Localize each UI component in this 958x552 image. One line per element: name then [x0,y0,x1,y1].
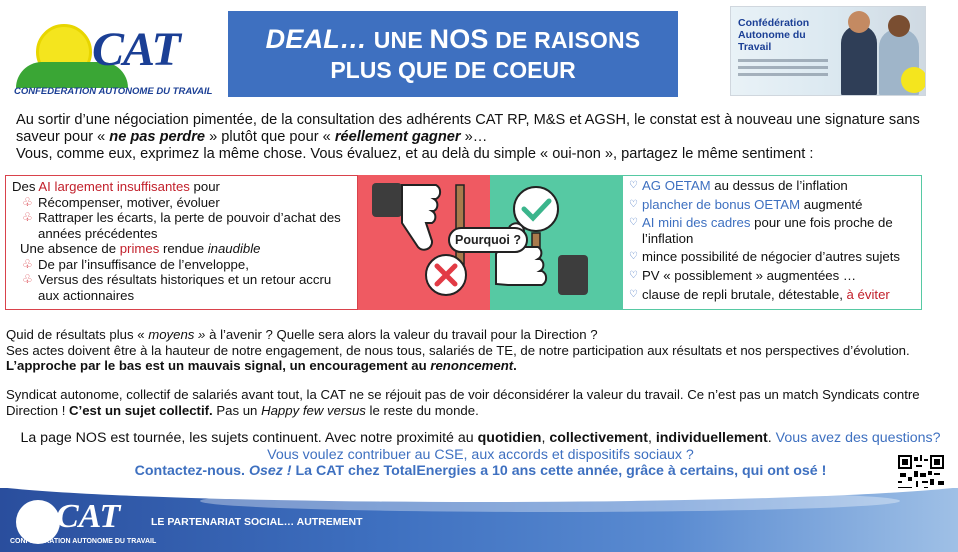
intro-line-2: Vous, comme eux, exprimez la même chose. Vous évaluez, et au delà du simple « oui-non », partagez le même sentiment : [16,146,814,162]
primes: primes [119,241,160,256]
closing-paragraph [18,430,943,480]
cross-icon [426,255,466,295]
intro-paragraph [16,112,936,163]
emphasis: collectivement [549,430,648,446]
emphasis: quotidien [477,430,542,446]
item-text: mince possibilité de négocier d’autres sujets [642,249,901,265]
text: . [513,358,517,373]
emphasis: moyens » [148,327,206,342]
inaudible: inaudible [207,241,261,256]
list-item [629,197,915,213]
footer-logo [8,492,157,548]
ai-heading [12,179,351,195]
header-thumbnail [730,6,926,96]
text: Des [12,179,39,194]
text: La page NOS est tournée, les sujets continuent. Avec notre proximité au [20,430,478,446]
list-item [629,178,915,194]
list-item [12,195,351,211]
title-deal: DEAL… [265,24,368,54]
intro-text: »… [460,129,488,145]
pepper-icon: ♡ [629,269,638,281]
logo-subtitle: CONFEDERATION AUTONOME DU TRAVAIL [14,86,213,97]
footer-slogan: LE PARTENARIAT SOCIAL… AUTREMENT [151,516,363,528]
title-line-1 [266,24,641,55]
footer-wave [200,490,900,512]
text: Pas un [212,402,262,418]
negative-points-box [5,175,358,310]
intro-text: » plutôt que pour « [205,129,335,145]
cat-logo [10,18,220,103]
item-text: pour une fois proche de l’inflation [642,215,893,246]
quid-paragraph [6,327,941,374]
thumbnail-title: Confédération Autonome du Travail [738,17,810,53]
text: à l’avenir ? Quelle sera alors la valeur du travail pour la Direction ? [205,327,598,342]
emphasis: renoncement [430,358,514,373]
text: . [767,430,776,446]
syndicat-paragraph [6,387,941,418]
positive-points-box [622,175,922,310]
footer [0,488,958,552]
intro-emphasis: réellement gagner [334,129,461,145]
contact-text: Contactez-nous. [134,463,249,479]
list-item [629,249,915,265]
text: pour [189,179,220,194]
item-highlight: plancher de bonus OETAM [642,196,801,212]
list-item [12,257,351,273]
thumbnail-text-lines [738,59,828,80]
ai-insuffisantes: AI largement insuffisantes [38,179,190,194]
list-item [629,268,915,284]
emphasis: individuellement [655,430,768,446]
text: , [541,430,550,446]
text: Syndicat autonome, collectif de salariés avant tout, la CAT ne se réjouit pas de voir déconsidérer la valeur du travail. Ce n’est pas un match Syndicats contre Direction ! [6,387,920,418]
intro-emphasis: ne pas perdre [109,129,206,145]
list-item-text: Récompenser, motiver, évoluer [38,194,220,210]
footer-logo-subtitle: CONFEDERATION AUTONOME DU TRAVAIL [10,538,157,545]
primes-heading [12,241,351,257]
pepper-icon: ♡ [629,180,638,191]
item-text: PV « possiblement » augmentées … [642,267,857,283]
pepper-icon: ♧ [22,272,33,286]
item-text: au dessus de l’inflation [710,178,848,193]
call-to-action: Vous avez des questions? Vous voulez contribuer au CSE, aux accords et dispositifs sociaux ? [267,430,941,463]
list-item [629,215,915,246]
list-item [12,272,351,303]
list-item-text: De par l’insuffisance de l’enveloppe, [38,256,249,272]
list-item-text: Versus des résultats historiques et un retour accru aux actionnaires [38,272,332,303]
emphasis: Happy few versus [261,402,366,418]
item-highlight: AG OETAM [642,178,711,193]
item-text: augmenté [800,196,863,212]
item-warning: à éviter [846,286,890,302]
item-text: clause de repli brutale, détestable, [642,286,847,302]
list-item [629,287,915,303]
title-une: UNE [367,27,430,53]
list-item [12,210,351,241]
text: le reste du monde. [365,402,479,418]
logo-wordmark: CAT [92,23,180,76]
pepper-icon: ♧ [22,256,33,271]
text: Ses actes doivent être à la hauteur de notre engagement, de nous tous, salariés de TE, de notre participation aux résultats et nos perspectives d’évolution. [6,342,910,358]
text: , [647,430,656,446]
title-banner [228,11,678,97]
pepper-icon: ♡ [629,217,638,229]
pepper-icon: ♡ [629,288,638,300]
sun-icon [901,67,926,93]
footer-wordmark: CAT [56,498,121,535]
bold-statement: L’approche par le bas est un mauvais signal, un encouragement au [6,358,431,373]
title-de-raisons: DE RAISONS [488,27,641,53]
pepper-icon: ♡ [629,251,638,263]
title-nos: NOS [429,24,489,54]
pepper-icon: ♧ [22,210,33,224]
pepper-icon: ♡ [629,198,638,210]
text: rendue [159,241,208,256]
pepper-icon: ♧ [22,194,33,209]
osez: Osez ! [248,463,292,479]
pourquoi-sign: Pourquoi ? [448,227,528,253]
text: Une absence de [20,241,120,256]
thumbs-down-icon [372,183,464,265]
person-illustration [841,25,877,96]
intro-text: Au sortir d’une négociation pimentée, de la consultation des adhérents CAT RP, M&S et AGSH, le constat est à nouveau une signature sans saveur pour « [16,112,920,145]
text: Quid de résultats plus « [6,327,149,342]
list-item-text: Rattraper les écarts, la perte de pouvoir d’achat des années précédentes [38,210,341,241]
pros-cons-illustration [358,175,622,310]
contact-text: La CAT chez TotalEnergies a 10 ans cette année, grâce à certains, qui ont osé ! [291,463,827,479]
title-line-2: PLUS QUE DE COEUR [330,57,576,83]
bold-statement: C’est un sujet collectif. [69,402,213,418]
item-highlight: AI mini des cadres [642,215,751,231]
